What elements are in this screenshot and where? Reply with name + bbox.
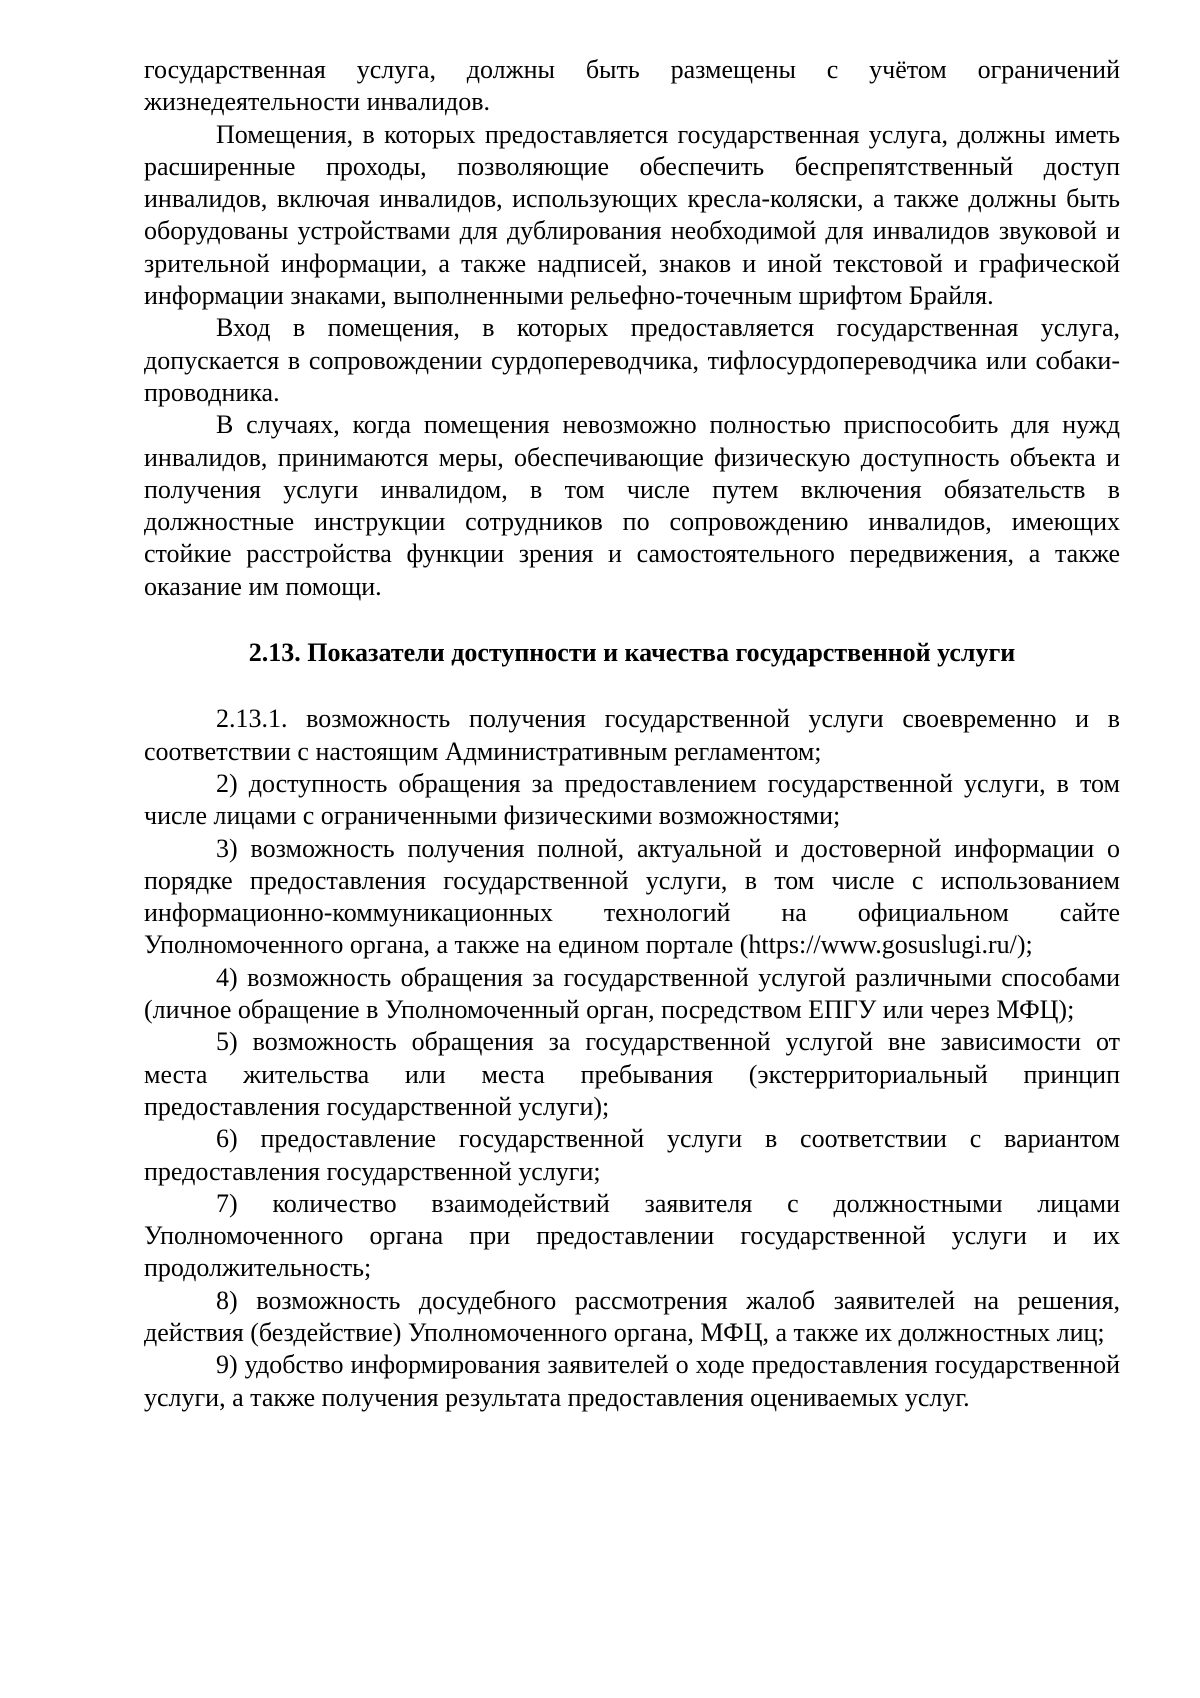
list-item-8: 8) возможность досудебного рассмотрения жалоб заявителей на решения, действия (бездействие) Уполномоченного органа, МФЦ, а также их должностных лиц; bbox=[144, 1285, 1120, 1347]
list-item-2: 2) доступность обращения за предоставлением государственной услуги, в том числе лицами с ограниченными физическими возможностями; bbox=[144, 768, 1120, 831]
list-item-5: 5) возможность обращения за государственной услугой вне зависимости от места жительства или места пребывания (экстерриториальный принцип предоставления государственной услуги); bbox=[144, 1027, 1120, 1121]
list-item-4: 4) возможность обращения за государственной услугой различными способами (личное обращение в Уполномоченный орган, посредством ЕПГУ или через МФЦ); bbox=[144, 962, 1120, 1025]
paragraph-entrance-assistance: Вход в помещения, в которых предоставляется государственная услуга, допускается в сопровождении сурдопереводчика, тифлосурдопереводчика или собаки-проводника. bbox=[144, 313, 1120, 407]
paragraph-premises-accessibility: Помещения, в которых предоставляется государственная услуга, должны иметь расширенные проходы, позволяющие обеспечить беспрепятственный доступ инвалидов, включая инвалидов, использующих кресла-коляски, а также должны быть оборудованы устройствами для дублирования необходимой для инвалидов звуковой и зрительной информации, а также надписей, знаков и иной текстовой и графической информации знаками, выполненными рельефно-точечным шрифтом Брайля. bbox=[144, 119, 1120, 311]
list-item-9: 9) удобство информирования заявителей о ходе предоставления государственной услуги, а также получения результата предоставления оцениваемых услуг. bbox=[144, 1350, 1120, 1412]
list-item-3: 3) возможность получения полной, актуальной и достоверной информации о порядке предоставления государственной услуги, в том числе с использованием информационно-коммуникационных технологий на официальном сайте Уполномоченного органа, а также на едином портале (https://www.gosuslugi.ru/); bbox=[144, 833, 1120, 960]
list-item-6: 6) предоставление государственной услуги в соответствии с вариантом предоставления государственной услуги; bbox=[144, 1124, 1120, 1186]
list-item-7: 7) количество взаимодействий заявителя с должностными лицами Уполномоченного органа при предоставлении государственной услуги и их продолжительность; bbox=[144, 1188, 1120, 1283]
paragraph-continuation: государственная услуга, должны быть размещены с учётом ограничений жизнедеятельности инвалидов. bbox=[144, 55, 1120, 117]
paragraph-accessibility-measures: В случаях, когда помещения невозможно полностью приспособить для нужд инвалидов, принимаются меры, обеспечивающие физическую доступность объекта и получения услуги инвалидом, в том числе путем включения обязательств в должностные инструкции сотрудников по сопровождению инвалидов, имеющих стойкие расстройства функции зрения и самостоятельного передвижения, а также оказание им помощи. bbox=[144, 410, 1120, 601]
section-heading: 2.13. Показатели доступности и качества государственной услуги bbox=[248, 638, 1016, 668]
list-item-2-13-1: 2.13.1. возможность получения государственной услуги своевременно и в соответствии с настоящим Административным регламентом; bbox=[144, 704, 1120, 766]
